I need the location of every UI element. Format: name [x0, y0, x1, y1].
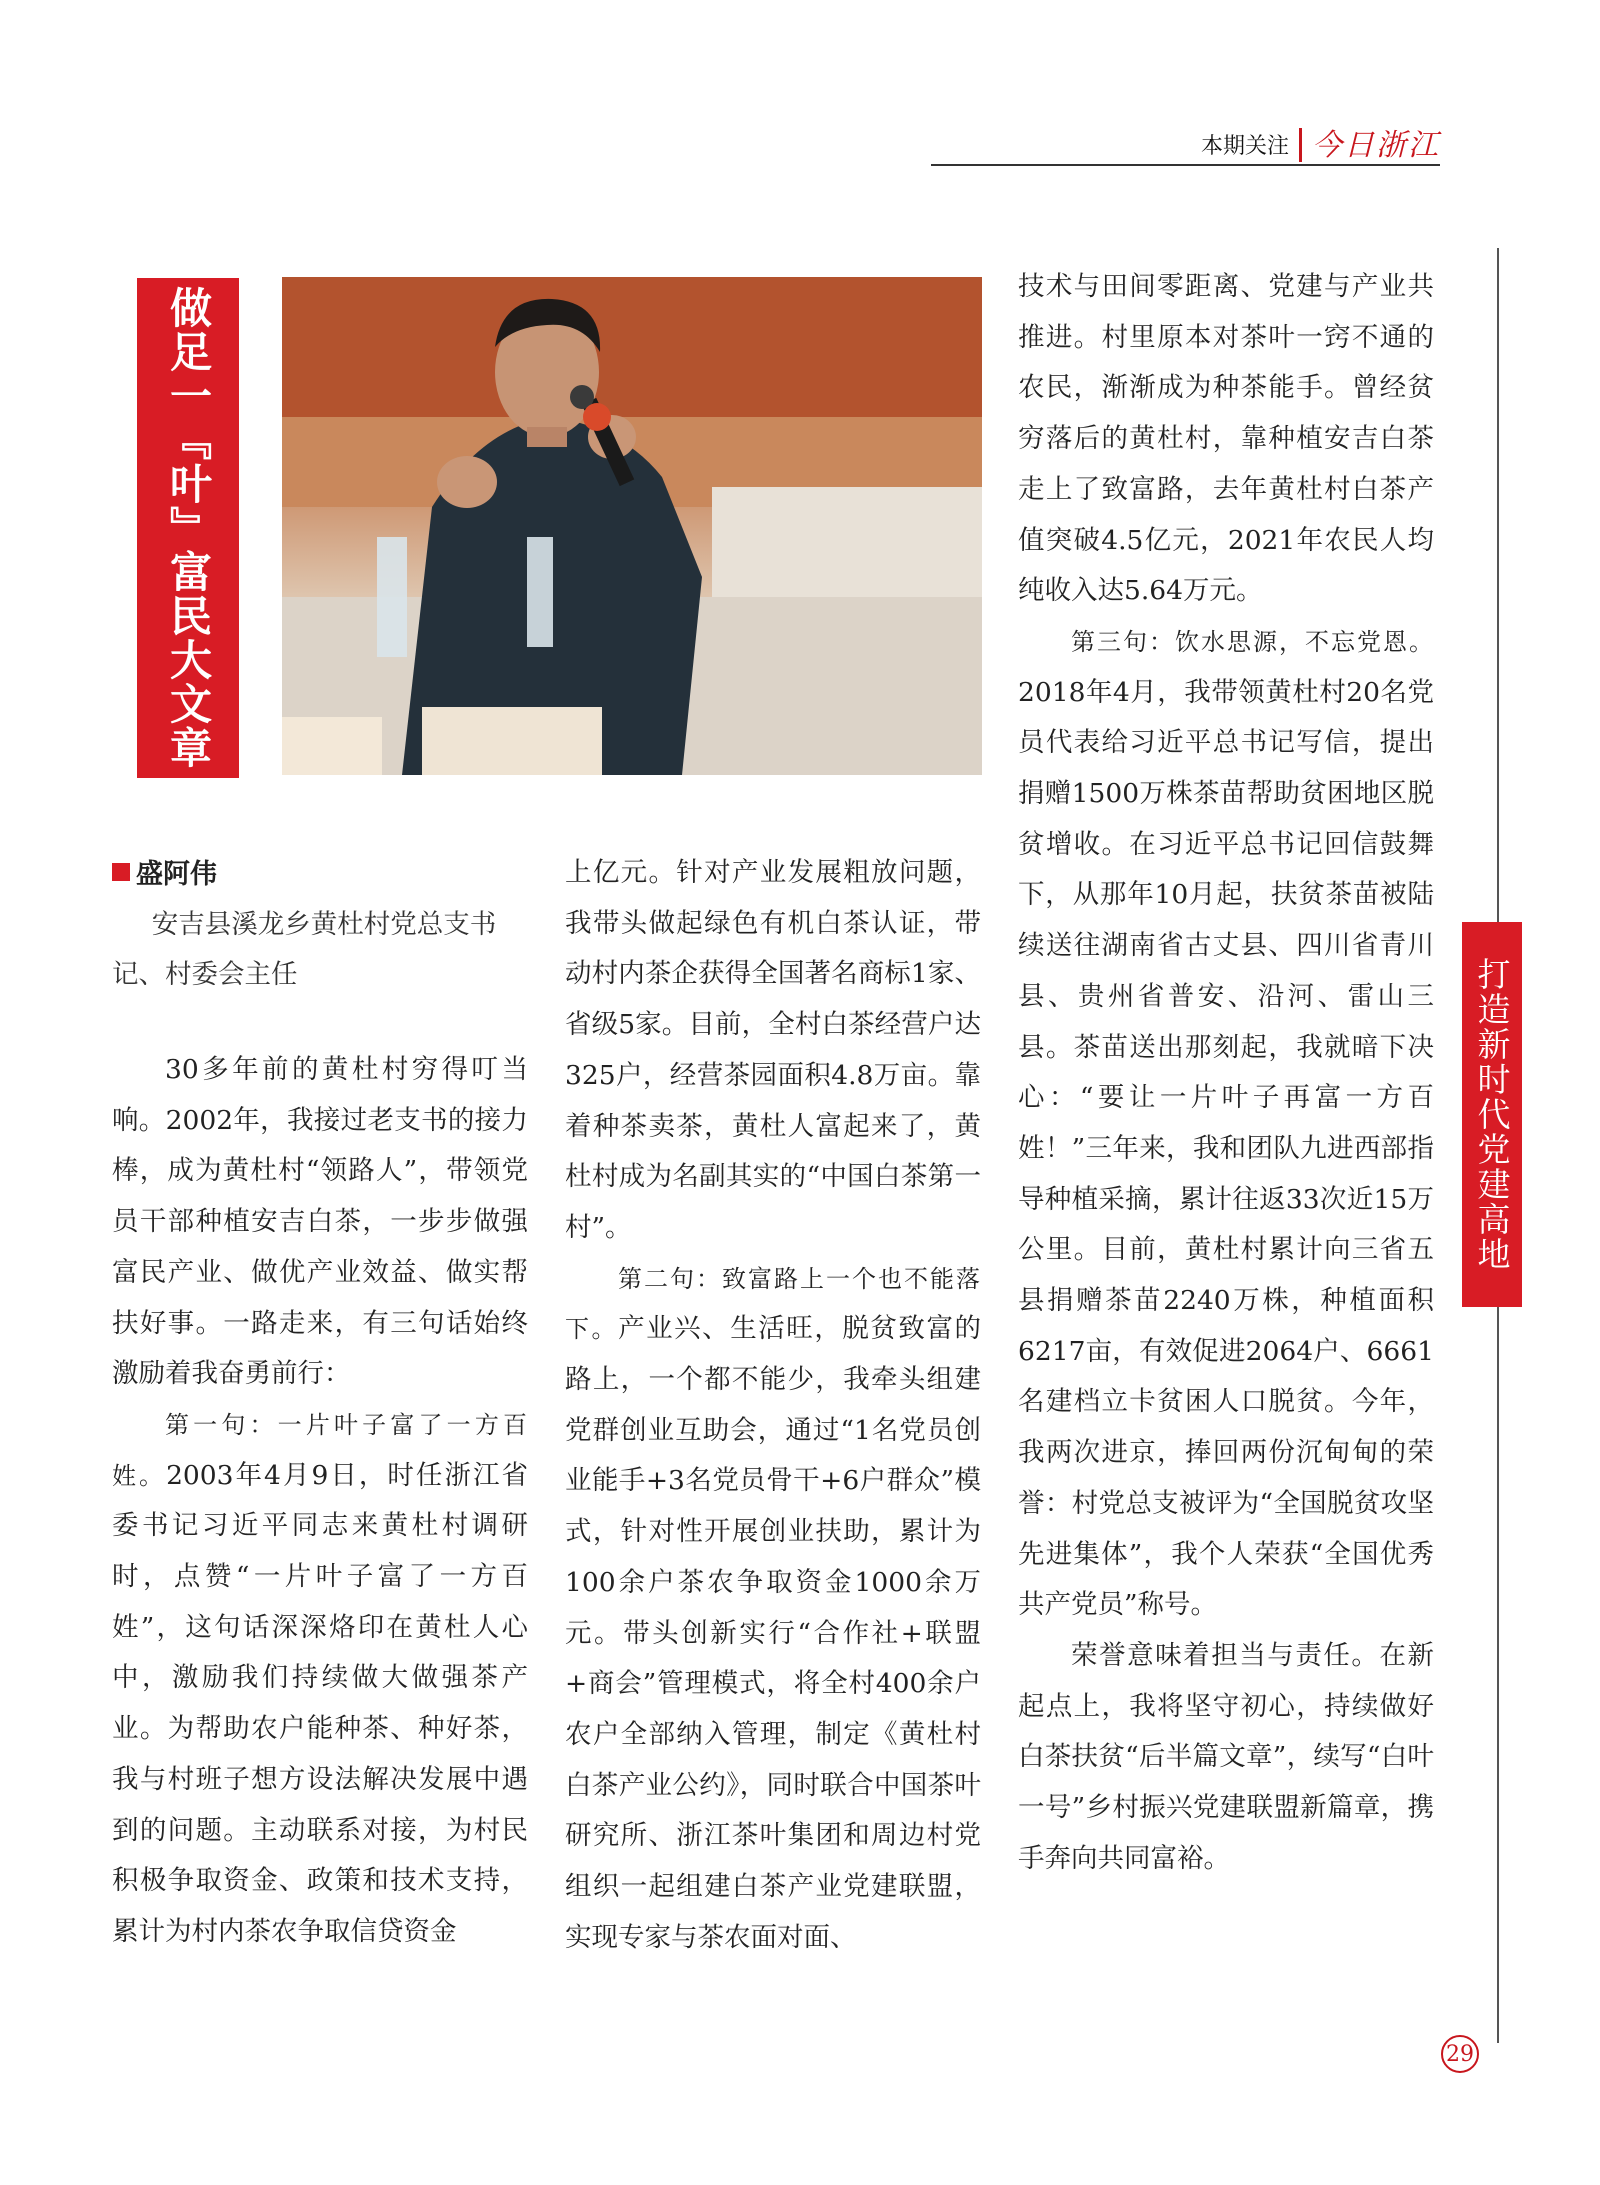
author-position: 安吉县溪龙乡黄杜村党总支书记、村委会主任 — [112, 909, 497, 990]
paragraph-text: 2018年4月，我带领黄杜村20名党员代表给习近平总书记写信，提出捐赠1500万株茶苗帮助贫困地区脱贫增收。在习近平总书记回信鼓舞下，从那年10月起，扶贫茶苗被陆续送往湖南省古丈县、四川省青川县、贵州省普安、沿河、雷山三县。茶苗送出那刻起，我就暗下决心：“要让一片叶子再富一方百姓！”三年来，我和团队九进西部指导种植采摘，累计往返33次近15万公里。目前，黄杜村累计向三省五县捐赠茶苗2240万株，种植面积6217亩，有效促进2064户、6661名建档立卡贫困人口脱贫。今年，我两次进京，捧回两份沉甸甸的荣誉：村党总支被评为“全国脱贫攻坚先进集体”，我个人荣获“全国优秀共产党员”称号。 — [1018, 676, 1434, 1621]
paragraph: 荣誉意味着担当与责任。在新起点上，我将坚守初心，持续做好白茶扶贫“后半篇文章”，续写“白叶一号”乡村振兴党建联盟新篇章，携手奔向共同富裕。 — [1018, 1639, 1434, 1874]
article-column-3 — [1018, 262, 1434, 1885]
header-divider — [1299, 128, 1302, 162]
paragraph: 30多年前的黄杜村穷得叮当响。2002年，我接过老支书的接力棒，成为黄杜村“领路人”，带领党员干部种植安吉白茶，一步步做强富民产业、做优产业效益、做实帮扶好事。一路走来，有三句话始终激励着我奋勇前行： — [112, 1054, 528, 1390]
paragraph — [1018, 617, 1434, 1631]
subheading: 第二句：致富路上一个也不能落下。 — [565, 1264, 981, 1344]
page-header — [1201, 118, 1440, 166]
paragraph — [565, 1254, 981, 1964]
column-tag — [1462, 922, 1522, 1307]
paragraph — [112, 1400, 528, 1958]
article-title: 做足一『叶』富民大文章 — [164, 286, 213, 770]
paragraph-text: 2003年4月9日，时任浙江省委书记习近平同志来黄杜村调研时，点赞“一片叶子富了一方百姓”，这句话深深烙印在黄杜人心中，激励我们持续做大做强茶产业。为帮助农户能种茶、种好茶，我与村班子想方设法解决发展中遇到的问题。主动联系对接，为村民积极争取资金、政策和技术支持，累计为村内茶农争取信贷资金 — [112, 1459, 529, 1947]
speaker-illustration — [282, 277, 982, 775]
paragraph: 技术与田间零距离、党建与产业共推进。村里原本对茶叶一窍不通的农民，渐渐成为种茶能手。曾经贫穷落后的黄杜村，靠种植安吉白茶走上了致富路，去年黄杜村白茶产值突破4.5亿元，2021年农民人均纯收入达5.64万元。 — [1018, 271, 1434, 607]
column-tag-text: 打造新时代党建高地 — [1472, 957, 1512, 1272]
article-column-2 — [565, 848, 981, 1963]
page-number: 29 — [1441, 2035, 1479, 2073]
author-name — [112, 852, 217, 891]
article-title-box — [137, 278, 239, 778]
subheading: 第三句：饮水思源，不忘党恩。 — [1071, 627, 1434, 656]
paragraph: 上亿元。针对产业发展粗放问题，我带头做起绿色有机白茶认证，带动村内茶企获得全国著名商标1家、省级5家。目前，全村白茶经营户达325户，经营茶园面积4.8万亩。靠着种茶卖茶，黄杜人富起来了，黄杜村成为名副其实的“中国白茶第一村”。 — [565, 857, 981, 1243]
subheading: 第一句：一片叶子富了一方百姓。 — [112, 1410, 528, 1490]
section-label: 本期关注 — [1200, 134, 1289, 159]
brand-logo: 今日浙江 — [1312, 128, 1440, 163]
author-name-text: 盛阿伟 — [136, 859, 217, 890]
header-rule — [931, 164, 1440, 166]
article-column-1 — [112, 1045, 528, 1958]
author-marker-icon — [112, 863, 130, 881]
speaker-photo — [282, 277, 982, 775]
paragraph-text: 产业兴、生活旺，脱贫致富的路上，一个都不能少，我牵头组建党群创业互助会，通过“1名党员创业能手+3名党员骨干+6户群众”模式，针对性开展创业扶助，累计为100余户茶农争取资金1000余万元。带头创新实行“合作社+联盟+商会”管理模式，将全村400余户农户全部纳入管理，制定《黄杜村白茶产业公约》，同时联合中国茶叶研究所、浙江茶叶集团和周边村党组织一起组建白茶产业党建联盟，实现专家与茶农面对面、 — [565, 1313, 982, 1953]
